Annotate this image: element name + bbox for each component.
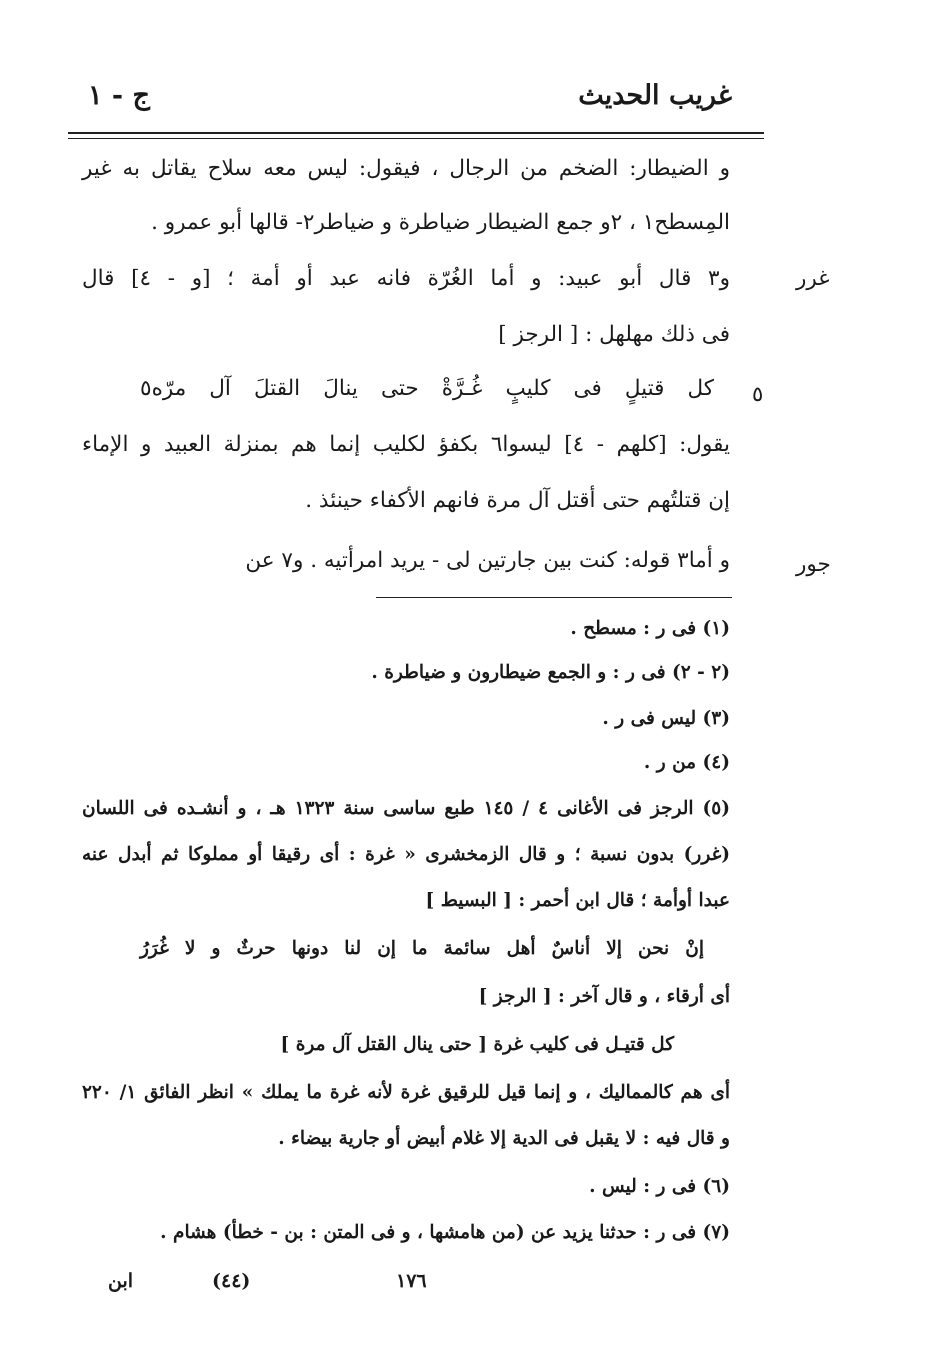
footnote-5-line-5: أى أرقاء ، و قال آخر : [ الرجز ] [478,986,730,1007]
verse-line-number: ٥ [752,382,764,406]
footnote-6: (٦) فى ر : ليس . [589,1176,730,1197]
main-line-3: و٣ قال أبو عبيد: و أما الغُرّة فانه عبد أو أمة ؛ [و - ٤] قال [82,266,730,291]
margin-root-gharar: غرر [796,266,830,291]
footnote-verse-1: إنْ نحن إلا أناسٌ أهل سائمة ما إن لنا دونها حرثٌ و لا غُرَرُ [140,938,704,959]
footnote-5: (٥) الرجز فى الأغانى ٤ / ١٤٥ طبع ساسى سنة ١٣٢٣ هـ ، و أنشـده فى اللسان [82,798,730,819]
footnote-5-line-7: أى هم كالمماليك ، و إنما قيل للرقيق غرة لأنه غرة ما يملك » انظر الفائق ١/ ٢٢٠ [82,1082,730,1103]
footnote-5-line-8: و قال فيه : لا يقبل فى الدية إلا غلام أبيض أو جارية بيضاء . [278,1128,730,1149]
main-line-6: يقول: [كلهم - ٤] ليسوا٦ بكفؤ لكليب إنما هم بمنزلة العبيد و الإماء [82,432,730,457]
catchword: ابن [108,1270,134,1292]
footnote-5-line-3: عبدا أوأمة ؛ قال ابن أحمر : [ البسيط ] [425,890,730,911]
footnote-verse-2: كل قتيـل فى كليب غرة [ حتى ينال القتل آل مرة ] [280,1034,674,1055]
main-line-2: المِسطح١ ، ٢و جمع الضيطار ضياطرة و ضياطر٢- قالها أبو عمرو . [151,210,730,235]
footnote-separator [376,597,732,598]
main-line-1: و الضيطار: الضخم من الرجال ، فيقول: ليس معه سلاح يقاتل به غير [82,156,730,181]
footnote-2: (٢ - ٢) فى ر : و الجمع ضيطارون و ضياطرة . [371,662,730,683]
footnote-1: (١) فى ر : مسطح . [570,618,730,639]
footnote-7: (٧) فى ر : حدثنا يزيد عن (من هامشها ، و فى المتن : بن - خطأ) هشام . [160,1222,730,1243]
page-number: ١٧٦ [396,1270,427,1292]
footnote-3: (٣) ليس فى ر . [602,708,730,729]
page-title: غريب الحديث [578,80,732,111]
volume-label: ج - ١ [88,80,150,111]
header-rule [68,132,764,134]
footnote-4: (٤) من ر . [643,752,730,773]
verse-line: كل قتيلٍ فى كليبٍ غُـرَّةْ حتى ينالَ القتلَ آل مرّه٥ [140,376,714,401]
footnote-5-line-2: (غرر) بدون نسبة ؛ و قال الزمخشرى « غرة : أى رقيقا أو مملوكا ثم أبدل عنه [82,844,730,865]
header-rule-thin [68,138,764,139]
margin-root-jawar: جور [796,552,831,577]
main-line-7: إن قتلتُهم حتى أقتل آل مرة فانهم الأكفاء حينئذ . [305,488,730,513]
main-line-4: فى ذلك مهلهل : [ الرجز ] [498,322,730,347]
main-line-8: و أما٣ قوله: كنت بين جارتين لى - يريد امرأتيه . و٧ عن [245,548,730,573]
signature-mark: (٤٤) [212,1270,251,1292]
